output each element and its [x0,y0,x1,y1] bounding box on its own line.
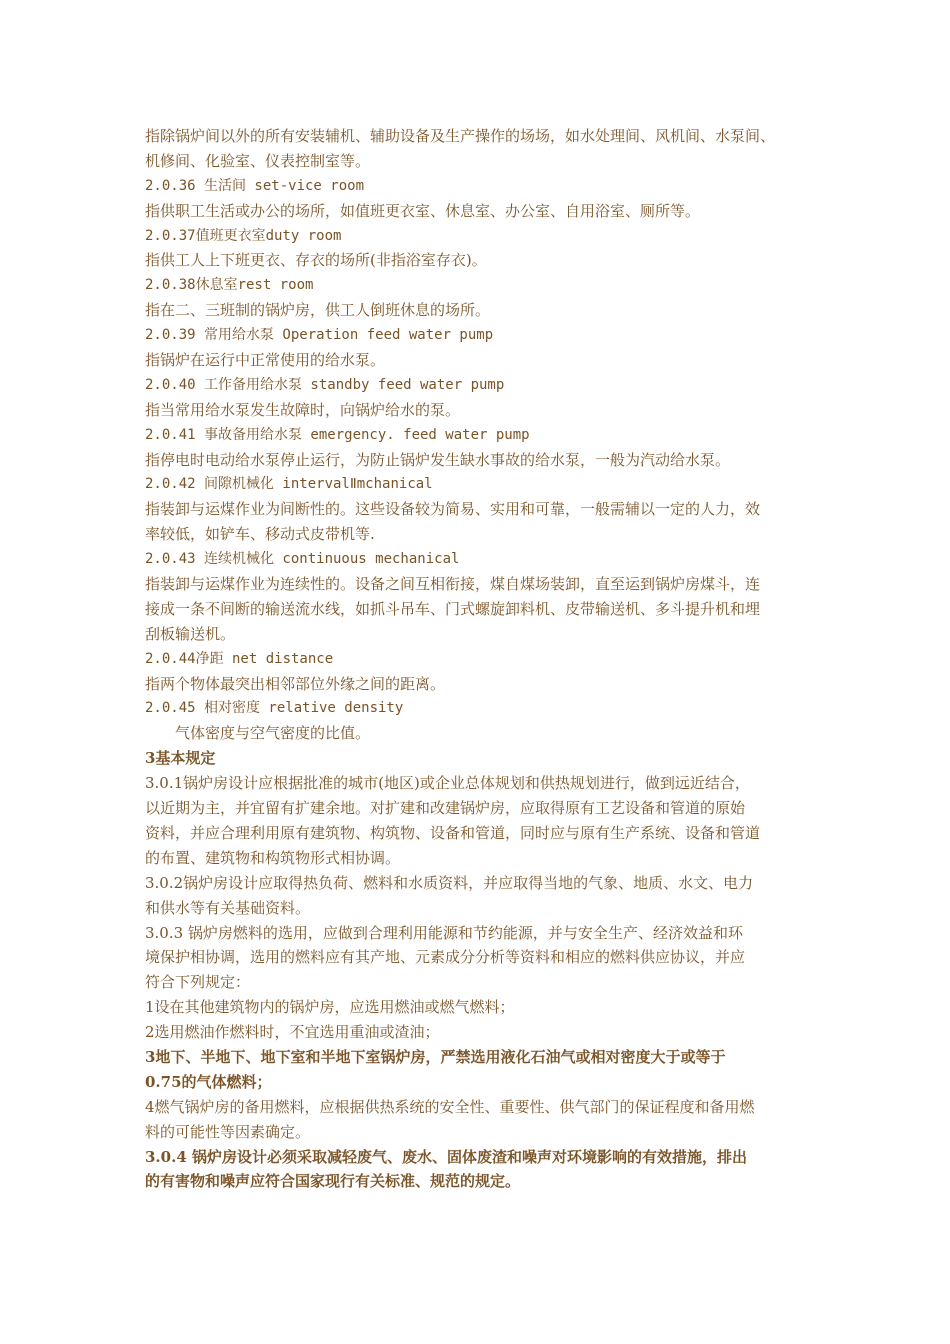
list-item: 4燃气锅炉房的备用燃料，应根据供热系统的安全性、重要性、供气部门的保证程度和备用燃 [145,1097,755,1116]
term-heading: 2.0.42 间隙机械化 intervalⅡmchanical [145,476,433,493]
text-line: 3.0.1锅炉房设计应根据批准的城市(地区)或企业总体规划和供热规划进行，做到远近结合， [145,774,750,793]
text-line: 气体密度与空气密度的比值。 [175,724,371,743]
text-line: 率较低，如铲车、移动式皮带机等. [145,525,375,544]
text-line: 指供职工生活或办公的场所，如值班更衣室、休息室、办公室、自用浴室、厕所等。 [145,201,701,220]
term-heading: 2.0.38休息室rest room [145,277,314,294]
text-line: 3.0.2锅炉房设计应取得热负荷、燃料和水质资料，并应取得当地的气象、地质、水文、电力 [145,873,754,892]
text-line: 指停电时电动给水泵停止运行，为防止锅炉发生缺水事故的给水泵，一般为汽动给水泵。 [145,450,731,469]
text-line: 指除锅炉间以外的所有安装辅机、辅助设备及生产操作的场场，如水处理间、风机间、水泵间、 [145,127,776,145]
text-line: 指锅炉在运行中正常使用的给水泵。 [145,351,386,370]
term-heading: 2.0.43 连续机械化 continuous mechanical [145,551,460,568]
list-item-mandatory: 0.75的气体燃料； [145,1072,272,1091]
text-line: 的布置、建筑物和构筑物形式相协调。 [145,848,401,867]
text-line: 和供水等有关基础资料。 [145,898,311,917]
text-line: 以近期为主，并宜留有扩建余地。对扩建和改建锅炉房，应取得原有工艺设备和管道的原始 [145,799,746,818]
term-heading: 2.0.41 事故备用给水泵 emergency. feed water pump [145,426,530,443]
term-heading: 2.0.40 工作备用给水泵 standby feed water pump [145,376,505,393]
text-line: 指供工人上下班更衣、存衣的场所(非指浴室存衣)。 [145,251,487,270]
term-heading: 2.0.44净距 net distance [145,650,334,667]
term-heading: 2.0.36 生活间 set-vice room [145,177,365,194]
text-line: 指两个物体最突出相邻部位外缘之间的距离。 [145,674,446,693]
term-heading: 2.0.39 常用给水泵 Operation feed water pump [145,327,494,344]
list-item: 1设在其他建筑物内的锅炉房，应选用燃油或燃气燃料； [145,998,515,1017]
mandatory-clause: 的有害物和噪声应符合国家现行有关标准、规范的规定。 [145,1172,521,1191]
list-item: 2选用燃油作燃料时，不宜选用重油或渣油； [145,1023,440,1042]
text-line: 指在二、三班制的锅炉房，供工人倒班休息的场所。 [145,301,491,320]
text-line: 资料，并应合理利用原有建筑物、构筑物、设备和管道，同时应与原有生产系统、设备和管道 [145,823,761,842]
mandatory-clause: 3.0.4 锅炉房设计必须采取减轻废气、废水、固体废渣和噪声对环境影响的有效措施，排出 [145,1147,747,1166]
text-line: 指当常用给水泵发生故障时，向锅炉给水的泵。 [145,400,461,419]
text-line: 符合下列规定： [145,973,251,992]
term-heading: 2.0.45 相对密度 relative density [145,700,404,717]
list-item-mandatory: 3地下、半地下、地下室和半地下室锅炉房，严禁选用液化石油气或相对密度大于或等于 [145,1047,726,1066]
section-heading: 3基本规定 [145,749,216,768]
text-line: 机修间、化验室、仪表控制室等。 [145,151,371,170]
text-line: 3.0.3 锅炉房燃料的选用，应做到合理利用能源和节约能源，并与安全生产、经济效益和环 [145,923,743,942]
text-line: 刮板输送机。 [145,624,236,643]
text-line: 境保护相协调，选用的燃料应有其产地、元素成分分析等资料和相应的燃料供应协议，并应 [145,948,746,967]
text-line: 接成一条不间断的输送流水线，如抓斗吊车、门式螺旋卸料机、皮带输送机、多斗提升机和埋 [145,599,761,618]
text-line: 指装卸与运煤作业为连续性的。设备之间互相衔接，煤自煤场装卸，直至运到锅炉房煤斗，连 [145,575,761,594]
term-heading: 2.0.37值班更衣室duty room [145,227,342,244]
text-line: 指装卸与运煤作业为间断性的。这些设备较为简易、实用和可靠，一般需辅以一定的人力，效 [145,500,761,519]
list-item: 料的可能性等因素确定。 [145,1122,311,1141]
document-body [145,124,815,1194]
